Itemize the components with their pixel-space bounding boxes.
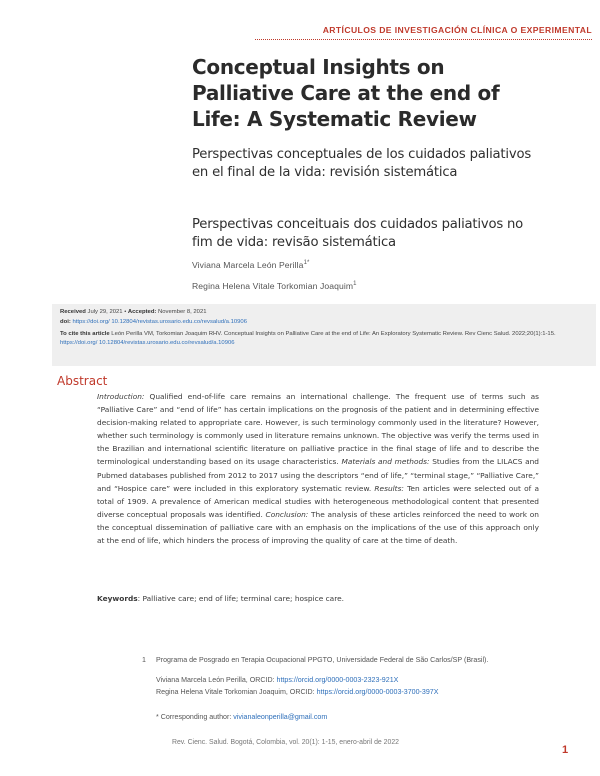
cite-doi-link[interactable]: https://doi.org/ 10.12804/revistas.urosario.edu.co/revsalud/a.10906 [60, 339, 235, 346]
affiliation-number: 1 [142, 656, 146, 664]
author-name: Regina Helena Vitale Torkomian Joaquim [192, 281, 354, 291]
orcid-link-2[interactable]: https://orcid.org/0000-0003-3700-397X [316, 688, 439, 696]
cite-text: León Perilla VM, Torkomian Joaquim RHV. Conceptual Insights on Palliative Care at the end of Life: An Exploratory Systematic Review. Rev Cienc Salud. 2022;20(1):1-15. [111, 331, 556, 337]
section-tag: ARTÍCULOS DE INVESTIGACIÓN CLÍNICA O EXPERIMENTAL [322, 25, 592, 35]
corresponding-author [156, 713, 327, 721]
methods-text: Studies from the LILACS and Pubmed databases published from 2012 to 2017 using the descriptors “end of life,” “terminal stage,” “Palliative Care,” and “Hospice care” were included in this exploratory systematic review. [97, 457, 539, 493]
results-label: Results: [374, 483, 404, 493]
orcid-author-1 [156, 676, 398, 684]
section-tag-rule [255, 39, 592, 41]
affiliation: Programa de Posgrado en Terapia Ocupacional PPGTO, Universidade Federal de São Carlos/SP (Brasil). [156, 656, 489, 664]
author-1 [192, 260, 309, 270]
intro-label: Introduction: [97, 392, 145, 401]
author-name: Viviana Marcela León Perilla [192, 260, 304, 270]
subtitle-spanish: Perspectivas conceptuales de los cuidados paliativos en el final de la vida: revisión sistemática [192, 147, 532, 180]
doi-label: doi: [60, 319, 71, 325]
corresponding-label: * Corresponding author: [156, 713, 234, 721]
results-text: Ten articles were selected out of a total of 1909. A prevalence of American medical studies with heterogeneous methodological content that presented diverse conceptual proposals was identified. [97, 483, 539, 519]
citation-block [60, 330, 590, 347]
abstract-heading: Abstract [57, 374, 108, 388]
dates-line: Received July 29, 2021 • Accepted: November 8, 2021 [60, 309, 207, 315]
orcid-label: Viviana Marcela León Perilla, ORCID: [156, 676, 277, 684]
corresponding-email-link[interactable]: vivianaleonperilla@gmail.com [233, 713, 328, 721]
accepted-date: November 8, 2021 [158, 309, 207, 315]
keywords [97, 594, 539, 603]
accepted-label: Accepted: [127, 309, 157, 315]
methods-label: Materials and methods: [341, 457, 430, 467]
keywords-label: Keywords [97, 594, 138, 603]
author-mark: 1 [353, 281, 357, 288]
orcid-label: Regina Helena Vitale Torkomian Joaquim, ORCID: [156, 688, 317, 696]
cite-label: To cite this article [60, 331, 110, 337]
author-mark: 1* [303, 260, 310, 267]
doi-link[interactable]: https://doi.org/ 10.12804/revistas.urosario.edu.co/revsalud/a.10906 [72, 319, 247, 325]
page-number: 1 [562, 744, 569, 756]
journal-footer: Rev. Cienc. Salud. Bogotá, Colombia, vol. 20(1): 1-15, enero-abril de 2022 [172, 739, 400, 746]
intro-text: Qualified end-of-life care remains an international challenge. The frequent use of terms such as “Palliative Care” and “end of life” has certain implications on the prognosis of the patient and in determining effective decision-making related to appropriate care. However, is such terminology commonly used in the literature? However, whether such terminology is commonly used in literature remains unknown. The objective was verify the terms used in the Brazilian and international scientific literature on palliative practice in the final stage of life and to describe the terminological understanding based on its usage characteristics. [97, 392, 539, 467]
author-2 [192, 281, 357, 291]
orcid-author-2 [156, 688, 438, 696]
abstract-body [97, 390, 539, 547]
orcid-link-1[interactable]: https://orcid.org/0000-0003-2323-921X [276, 676, 399, 684]
conclusion-label: Conclusion: [265, 509, 309, 519]
doi-line [60, 318, 590, 327]
keywords-text: : Palliative care; end of life; terminal care; hospice care. [137, 594, 344, 603]
received-label: Received [60, 309, 86, 315]
subtitle-portuguese: Perspectivas conceituais dos cuidados paliativos no fim de vida: revisão sistemática [192, 217, 524, 250]
article-title: Conceptual Insights on Palliative Care at the end of Life: A Systematic Review [192, 55, 500, 131]
received-date: July 29, 2021 [87, 309, 123, 315]
conclusion-text: The analysis of these articles reinforced the need to work on the conceptual dissemination of palliative care with an emphasis on the implications of the use of this approach only at the end of life, which hinders the process of improving the quality of care at the time of death. [97, 509, 539, 546]
